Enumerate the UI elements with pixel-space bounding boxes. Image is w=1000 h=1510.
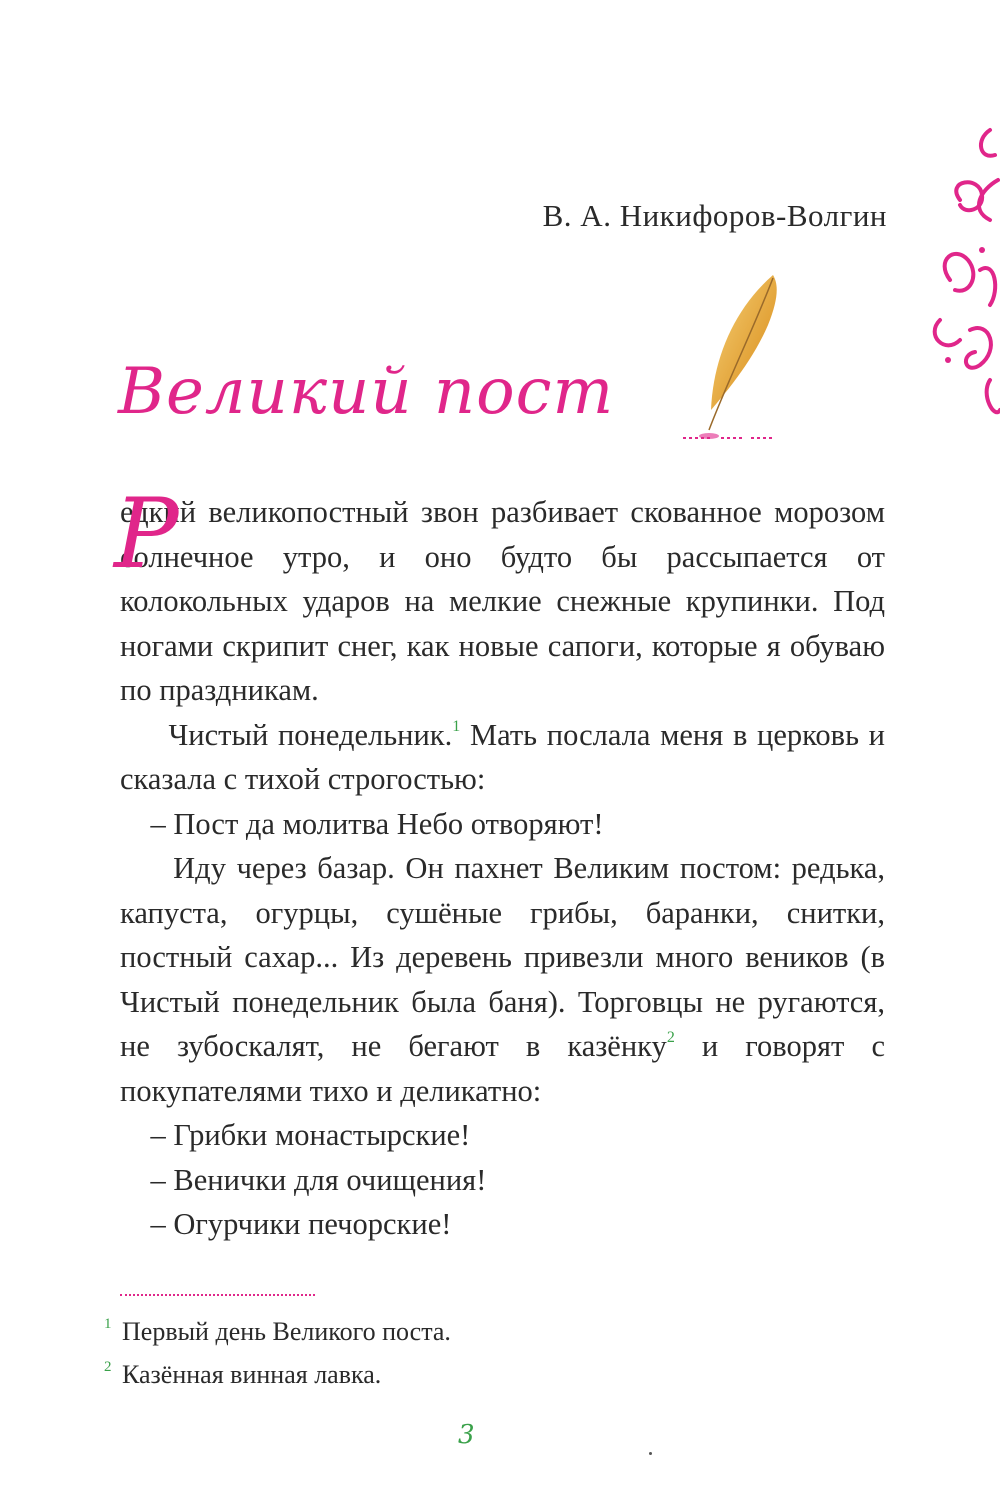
paragraph-6: – Венички для очищения! [150,1162,487,1197]
footnote-1: 1 Первый день Великого поста. [104,1316,451,1346]
paragraph-4-text-a: Иду через базар. Он пахнет Великим постом: редька, капуста, огурцы, сушёные грибы, баранки, снитки, постный сахар... Из деревень привезли много веников (в Чистый понедельник была баня). Торговцы не ругаются, не зубоскалят, не бегают в казёнку [120,851,886,1063]
main-text [114,478,886,1247]
paragraph-2 [120,713,885,802]
page-number: 3 [458,1420,475,1450]
paragraph-2-text-a: Чистый понедельник. [168,717,453,752]
paragraph-2-text-b: Мать послала меня в церковь и сказала с тихой строгостью: [120,717,885,796]
drop-cap: Р [114,478,179,590]
paragraph-7: – Огурчики печорские! [150,1207,452,1241]
footnotes [104,1310,451,1396]
feather-quill-icon [673,270,813,450]
chapter-title: Великий пост [118,355,615,429]
paragraph-1-text: едкий великопостный звон разбивает скованное морозом солнечное утро, и оно будто бы рассыпается от колокольных ударов на мелкие снежные крупинки. Под ногами скрипит снег, как новые сапоги, которые я обуваю по праздникам. [120,495,885,707]
print-dot [649,1452,652,1455]
author-name: В. А. Никифоров-Волгин [542,198,887,233]
footnote-2-text: Казённая винная лавка. [122,1360,382,1389]
paragraph-5: – Грибки монастырские! [150,1118,471,1152]
decorative-ornament [920,120,1000,430]
footnote-ref-2[interactable]: 2 [666,1029,675,1046]
title-block [118,340,778,460]
footnote-ref-1[interactable]: 1 [452,717,461,735]
paragraph-3: – Пост да молитва Небо отворяют! [150,806,604,841]
footnote-1-text: Первый день Великого поста. [122,1317,451,1346]
footnote-2: 2 Казённая винная лавка. [104,1359,382,1389]
footnote-separator [120,1294,315,1296]
paragraph-4 [120,846,885,1113]
paragraph-4-text-b: и говорят с покупателями тихо и деликатно: [120,1029,885,1108]
paragraph-1 [114,478,885,713]
